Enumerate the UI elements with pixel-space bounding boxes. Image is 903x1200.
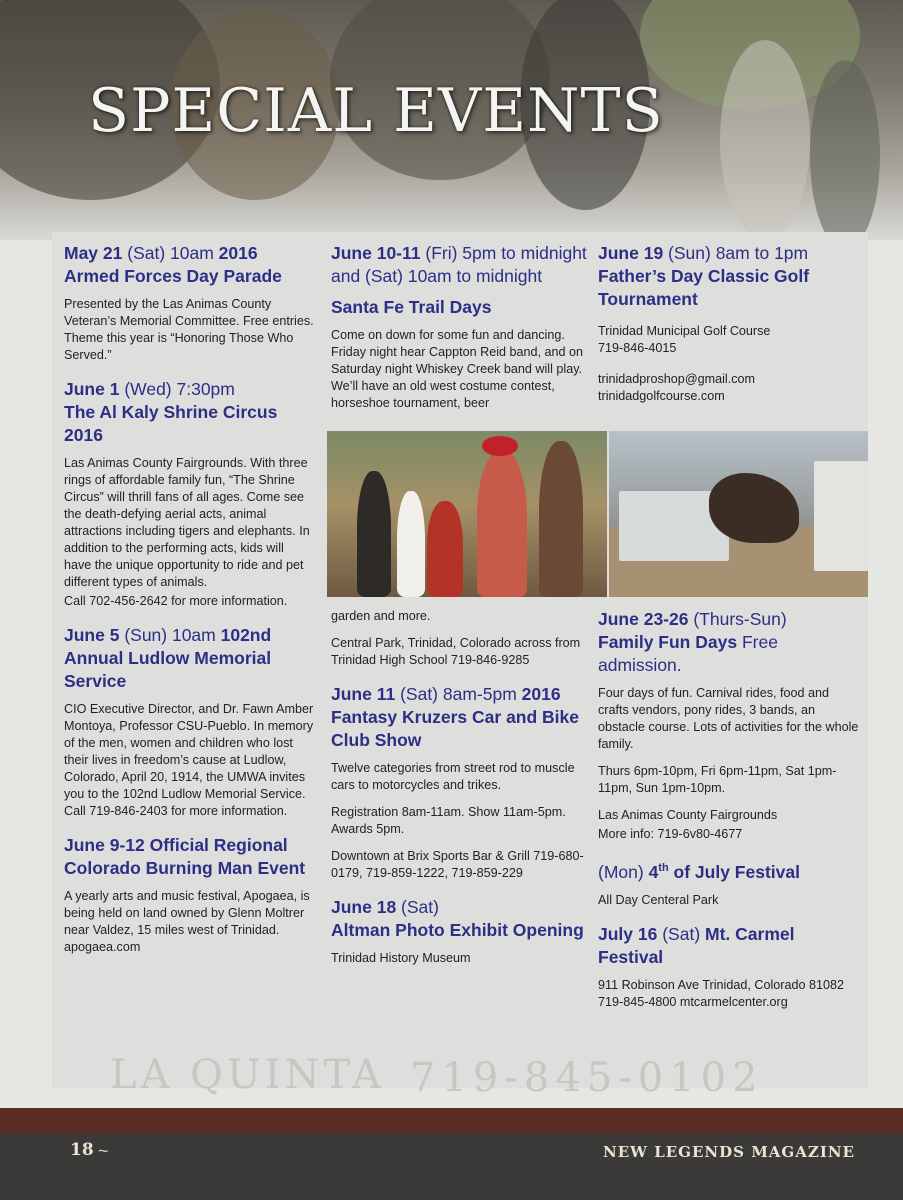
event-location: Trinidad History Museum [331,951,471,965]
column-right [598,242,860,419]
watermark-phone: 719-845-0102 [410,1055,764,1101]
event-description: Come on down for some fun and dancing. Friday night hear Cappton Reid band, and on Saturday night Whiskey Creek band will play. We’ll have an old west costume contest, horseshoe tournament, beer [331,328,584,410]
event-heading: June 18 (Sat) Altman Photo Exhibit Opening [331,897,584,940]
event-name: Santa Fe Trail Days [331,297,492,317]
magazine-name: NEW LEGENDS MAGAZINE [602,1143,855,1161]
column-right-lower [598,608,860,1025]
event-heading: June 11 (Sat) 8am-5pm 2016 Fantasy Kruzers Car and Bike Club Show [331,684,580,750]
event-email: trinidadproshop@gmail.com [598,372,755,386]
footer-stripe [0,1108,903,1134]
event-kruzers [331,683,589,882]
laquinta-watermark: LA QUINTA [110,1052,385,1098]
rodeo-photo [609,431,868,597]
event-july4 [598,857,860,909]
swash-icon: ~ [98,1141,109,1161]
event-fathers-day [598,242,860,405]
event-armed-forces [64,242,314,364]
santa-fe-costume-photo [327,431,607,597]
event-heading: June 23-26 (Thurs-Sun) Family Fun Days Free admission. [598,609,787,675]
event-burning-man [64,834,314,956]
event-shrine-circus [64,378,314,610]
column-left [64,242,314,970]
event-heading: June 1 (Wed) 7:30pm The Al Kaly Shrine Circus 2016 [64,379,278,445]
event-ludlow [64,624,314,820]
event-website: trinidadgolfcourse.com [598,389,725,403]
event-description: A yearly arts and music festival, Apogaea, is being held on land owned by Glenn Moltrer near Valdez, 15 miles west of Trinidad. apogaea.com [64,889,310,954]
event-heading: May 21 (Sat) 10am 2016 Armed Forces Day Parade [64,243,282,286]
event-mt-carmel [598,923,860,1011]
page-number: 18 [70,1140,94,1160]
event-location: Downtown at Brix Sports Bar & Grill 719-680-0179, 719-859-1222, 719-859-229 [331,849,584,880]
event-heading: June 19 (Sun) 8am to 1pm Father’s Day Classic Golf Tournament [598,243,810,309]
event-hours: Thurs 6pm-10pm, Fri 6pm-11pm, Sat 1pm-11pm, Sun 1pm-10pm. [598,764,837,795]
event-description: All Day Centeral Park [598,892,719,907]
event-description: 911 Robinson Ave Trinidad, Colorado 81082 719-845-4800 mtcarmelcenter.org [598,977,844,1009]
event-location: Las Animas County Fairgrounds [598,808,778,822]
event-location: Trinidad Municipal Golf Course [598,324,771,338]
event-heading: June 10-11 (Fri) 5pm to midnight and (Sat) 10am to midnight [331,243,587,286]
event-location: Central Park, Trinidad, Colorado across from Trinidad High School 719-846-9285 [331,636,581,667]
event-heading: (Mon) 4th of July Festival [598,861,800,882]
event-santa-fe [331,296,589,412]
event-description: Las Animas County Fairgrounds. With three rings of affordable family fun, “The Shrine Circus” will thrill fans of all ages. Come see the death-defying aerial acts, animal attractions including tigers and elephants. In addition to the performing acts, kids will have the unique opportunity to ride and pet different types of animals. [64,456,310,589]
event-altman [331,896,589,967]
column-middle [331,242,589,426]
event-registration: Registration 8am-11am. Show 11am-5pm. Awards 5pm. [331,805,566,836]
event-description: Presented by the Las Animas County Veteran’s Memorial Committee. Free entries. Theme this year is “Honoring Those Who Served.” [64,297,314,362]
event-heading: July 16 (Sat) Mt. Carmel Festival [598,923,795,967]
event-family-fun [598,608,860,843]
event-description-cont: garden and more. [331,609,431,623]
event-phone: 719-846-4015 [598,341,677,355]
event-description: CIO Executive Director, and Dr. Fawn Amber Montoya, Professor CSU-Pueblo. In memory of the men, women and children who lost their lives in freedom’s cause at Ludlow, Colorado, April 20, 1914, the UMWA invites you to the 102nd Ludlow Memorial Service. Call 719-846-2403 for more information. [64,702,314,818]
event-heading: June 5 (Sun) 10am 102nd Annual Ludlow Memorial Service [64,625,272,691]
event-santa-fe-time [331,242,589,288]
event-description: Twelve categories from street rod to muscle cars to motorcycles and trikes. [331,761,575,792]
event-contact: Call 702-456-2642 for more information. [64,594,288,608]
column-middle-lower [331,608,589,981]
page-title: SPECIAL EVENTS [88,76,664,146]
event-info: More info: 719-6v80-4677 [598,827,743,841]
event-heading: June 9-12 Official Regional Colorado Burning Man Event [64,835,306,878]
event-description: Four days of fun. Carnival rides, food and crafts vendors, pony rides, 3 bands, an obstacle course. Lots of activities for the whole family. [598,686,859,751]
event-santa-fe-cont [331,608,589,669]
